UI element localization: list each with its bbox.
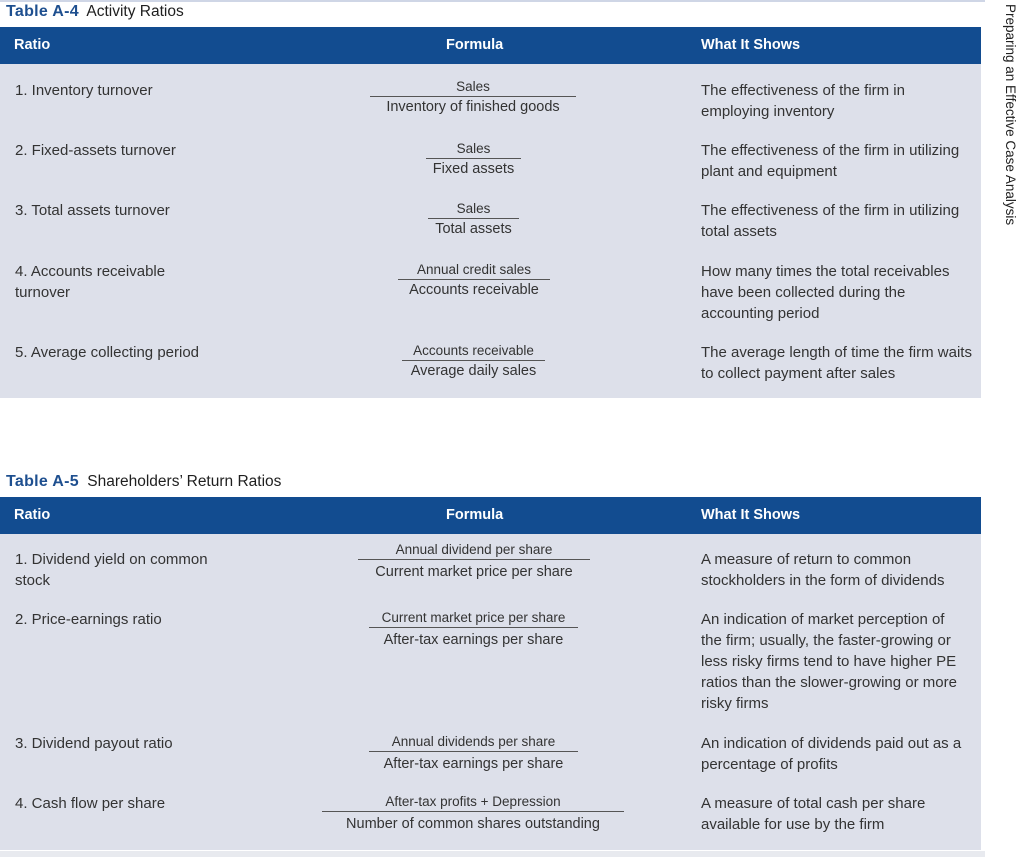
formula — [402, 342, 545, 381]
header-formula: Formula — [446, 507, 504, 523]
formula-denominator: Average daily sales — [410, 363, 537, 379]
table-a5-header — [0, 497, 981, 534]
header-what-it-shows: What It Shows — [701, 507, 801, 523]
formula — [370, 78, 576, 117]
formula-denominator: After-tax earnings per share — [383, 632, 564, 648]
ratio-name: 2. Price-earnings ratio — [15, 611, 162, 628]
formula-denominator: Fixed assets — [432, 161, 515, 177]
ratio-name: 3. Total assets turnover — [15, 202, 170, 219]
table-a4-name: Activity Ratios — [86, 3, 184, 20]
ratio-name: 4. Cash flow per share — [15, 795, 166, 812]
formula — [426, 140, 521, 179]
what-it-shows: How many times the total receivables have been collected during the accounting period — [701, 263, 950, 322]
formula-numerator: Annual credit sales — [398, 261, 550, 280]
formula-numerator: Sales — [370, 78, 576, 97]
what-it-shows: An indication of dividends paid out as a percentage of profits — [701, 735, 962, 773]
table-a4-number: Table A-4 — [6, 3, 79, 20]
table-a5 — [0, 497, 981, 850]
top-rule — [0, 0, 985, 2]
table-a5-name: Shareholders’ Return Ratios — [87, 473, 282, 490]
formula — [369, 609, 578, 650]
formula-denominator: Inventory of finished goods — [386, 99, 560, 115]
table-a4 — [0, 27, 981, 398]
header-ratio: Ratio — [14, 507, 51, 523]
formula-numerator: Sales — [426, 140, 521, 159]
formula-denominator: After-tax earnings per share — [383, 756, 564, 772]
what-it-shows: A measure of return to common stockholders in the form of dividends — [701, 551, 945, 589]
formula-numerator: After-tax profits + Depression — [322, 793, 624, 812]
formula-numerator: Current market price per share — [369, 609, 578, 628]
formula — [369, 733, 578, 774]
running-header: Preparing an Effective Case Analysis — [1003, 4, 1018, 226]
header-ratio: Ratio — [14, 37, 51, 53]
bottom-strip — [0, 851, 985, 857]
header-formula: Formula — [446, 37, 504, 53]
table-a4-title — [6, 3, 184, 21]
formula-denominator: Total assets — [435, 221, 512, 237]
ratio-name: 3. Dividend payout ratio — [15, 735, 173, 752]
formula-denominator: Number of common shares outstanding — [346, 816, 600, 832]
what-it-shows: The effectiveness of the firm in utilizing plant and equipment — [701, 142, 960, 180]
ratio-name: 1. Dividend yield on common stock — [15, 551, 208, 589]
what-it-shows: The effectiveness of the firm in employing inventory — [701, 82, 905, 120]
what-it-shows: The effectiveness of the firm in utilizing total assets — [701, 202, 960, 240]
ratio-name: 1. Inventory turnover — [15, 82, 153, 99]
formula — [322, 793, 624, 834]
ratio-name: 5. Average collecting period — [15, 344, 200, 361]
formula-numerator: Accounts receivable — [402, 342, 545, 361]
formula-denominator: Accounts receivable — [409, 282, 539, 298]
header-what-it-shows: What It Shows — [701, 37, 801, 53]
ratio-name: 4. Accounts receivable turnover — [15, 263, 166, 301]
formula — [428, 200, 519, 239]
formula — [358, 541, 590, 582]
what-it-shows: The average length of time the firm waits to collect payment after sales — [701, 344, 972, 382]
formula-numerator: Annual dividends per share — [369, 733, 578, 752]
formula — [398, 261, 550, 300]
ratio-name: 2. Fixed-assets turnover — [15, 142, 176, 159]
formula-numerator: Annual dividend per share — [358, 541, 590, 560]
formula-numerator: Sales — [428, 200, 519, 219]
table-a4-header — [0, 27, 981, 64]
formula-denominator: Current market price per share — [375, 564, 573, 580]
table-a5-title — [6, 473, 281, 491]
what-it-shows: A measure of total cash per share available for use by the firm — [701, 795, 926, 833]
table-a5-number: Table A-5 — [6, 473, 79, 490]
what-it-shows: An indication of market perception of the firm; usually, the faster-growing or less risky firms tend to have higher PE ratios than the slower-growing or more risky firms — [701, 611, 957, 712]
